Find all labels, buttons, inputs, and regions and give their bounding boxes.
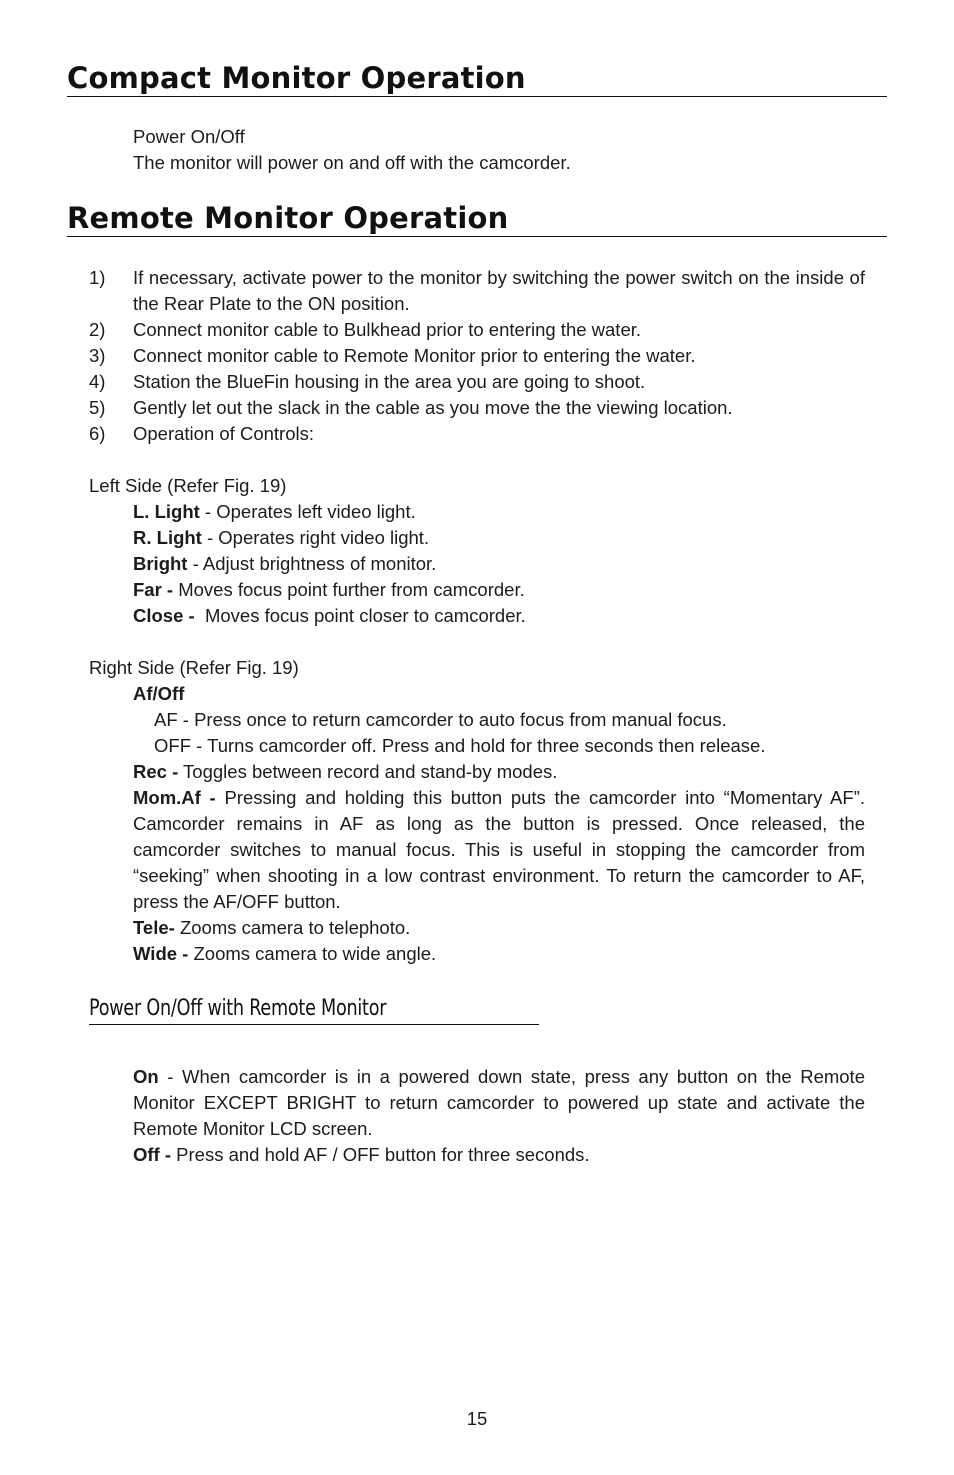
power-remote-heading: Power On/Off with Remote Monitor bbox=[89, 994, 539, 1025]
control-item bbox=[133, 525, 429, 551]
control-desc: Zooms camera to telephoto. bbox=[174, 917, 411, 938]
control-label: Far - bbox=[133, 579, 174, 600]
control-desc: - Operates right video light. bbox=[201, 527, 430, 548]
control-item bbox=[133, 499, 416, 525]
control-desc: Moves focus point further from camcorder. bbox=[173, 579, 525, 600]
af-desc: AF - Press once to return camcorder to auto focus from manual focus. bbox=[154, 709, 727, 730]
control-label: Bright bbox=[133, 553, 188, 574]
control-label: Rec - bbox=[133, 761, 179, 782]
control-label: Off - bbox=[133, 1144, 172, 1165]
control-item bbox=[133, 759, 557, 785]
control-desc: Toggles between record and stand-by modes. bbox=[178, 761, 558, 782]
on-paragraph bbox=[133, 1064, 865, 1142]
control-label: Tele- bbox=[133, 917, 175, 938]
step-text: Connect monitor cable to Remote Monitor prior to entering the water. bbox=[133, 345, 696, 366]
control-label: Wide - bbox=[133, 943, 189, 964]
step-text: Operation of Controls: bbox=[133, 423, 314, 444]
step-text: Station the BlueFin housing in the area you are going to shoot. bbox=[133, 371, 646, 392]
left-side-title: Left Side (Refer Fig. 19) bbox=[89, 475, 287, 496]
control-item bbox=[133, 1142, 590, 1168]
control-desc: - Adjust brightness of monitor. bbox=[187, 553, 437, 574]
control-label: Close - bbox=[133, 605, 195, 626]
step-number: 5) bbox=[89, 397, 106, 418]
step-number: 1) bbox=[89, 267, 106, 288]
right-side-title: Right Side (Refer Fig. 19) bbox=[89, 657, 299, 678]
control-item bbox=[133, 941, 436, 967]
step-text: Gently let out the slack in the cable as you move the the viewing location. bbox=[133, 397, 733, 418]
control-item bbox=[133, 603, 526, 629]
list-item bbox=[89, 265, 865, 317]
page-number: 15 bbox=[466, 1408, 488, 1429]
control-item bbox=[133, 915, 410, 941]
compact-power-desc: The monitor will power on and off with the camcorder. bbox=[133, 152, 571, 173]
compact-heading: Compact Monitor Operation bbox=[67, 60, 887, 97]
control-label: Mom.Af - bbox=[133, 787, 216, 808]
control-label: R. Light bbox=[133, 527, 202, 548]
afoff-label: Af/Off bbox=[133, 683, 185, 704]
compact-power-label: Power On/Off bbox=[133, 126, 245, 147]
step-text: If necessary, activate power to the monitor by switching the power switch on the inside of the Rear Plate to the ON position. bbox=[133, 267, 865, 314]
step-number: 4) bbox=[89, 371, 106, 392]
control-item bbox=[133, 551, 436, 577]
control-desc: Zooms camera to wide angle. bbox=[188, 943, 437, 964]
momaf-paragraph bbox=[133, 785, 865, 915]
step-number: 6) bbox=[89, 423, 106, 444]
control-desc: Moves focus point closer to camcorder. bbox=[194, 605, 526, 626]
remote-heading: Remote Monitor Operation bbox=[67, 200, 887, 237]
control-item bbox=[133, 577, 525, 603]
control-desc: - Operates left video light. bbox=[199, 501, 416, 522]
step-text: Connect monitor cable to Bulkhead prior to entering the water. bbox=[133, 319, 642, 340]
step-number: 3) bbox=[89, 345, 106, 366]
step-number: 2) bbox=[89, 319, 106, 340]
control-desc: Pressing and holding this button puts the camcorder into “Momentary AF”. Camcorder remains in AF as long as the button is pressed. Once released, the camcorder switches to manual focus. This is useful in stopping the camcorder from “seeking” when shooting in a low contrast environment. To return the camcorder to AF, press the AF/OFF button. bbox=[133, 787, 865, 912]
control-label: L. Light bbox=[133, 501, 200, 522]
control-label: On bbox=[133, 1066, 159, 1087]
control-desc: Press and hold AF / OFF button for three seconds. bbox=[171, 1144, 590, 1165]
off-desc: OFF - Turns camcorder off. Press and hold for three seconds then release. bbox=[154, 735, 766, 756]
control-desc: - When camcorder is in a powered down state, press any button on the Remote Monitor EXCEPT BRIGHT to return camcorder to powered up state and activate the Remote Monitor LCD screen. bbox=[133, 1066, 865, 1139]
